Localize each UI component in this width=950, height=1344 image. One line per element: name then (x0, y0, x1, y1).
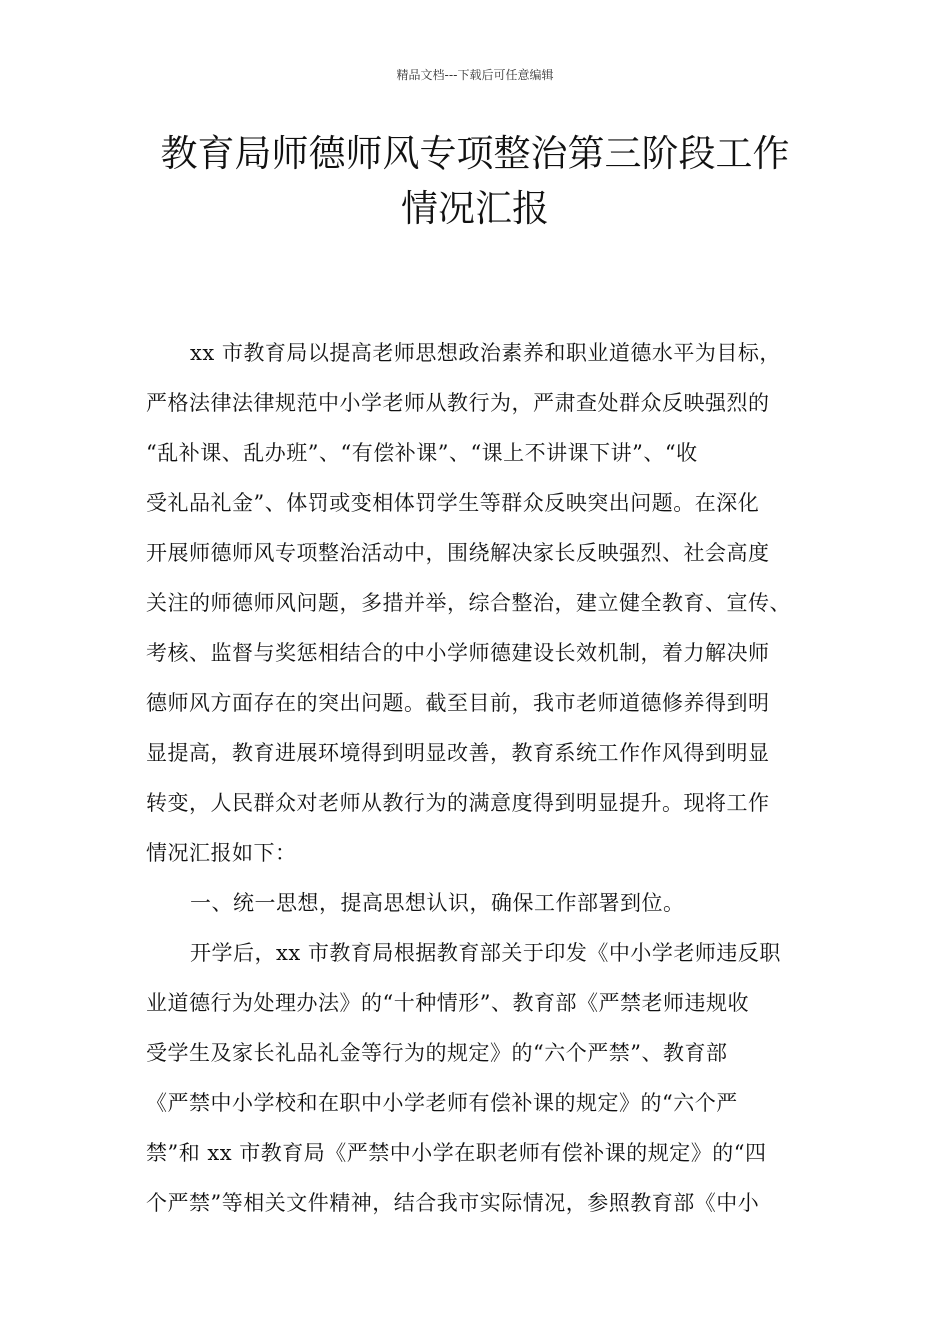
paragraph-line: “乱补课、乱办班”、“有偿补课”、“课上不讲课下讲”、“收 (146, 441, 698, 465)
paragraph (146, 328, 826, 878)
paragraph (146, 878, 826, 928)
paragraph-line: 一、统一思想，提高思想认识，确保工作部署到位。 (190, 891, 685, 915)
paragraph-line: 受礼品礼金”、体罚或变相体罚学生等群众反映突出问题。在深化 (146, 491, 760, 515)
header-note: 精品文档---下载后可任意编辑 (396, 68, 554, 82)
paragraph-line: 《严禁中小学校和在职中小学老师有偿补课的规定》的“六个严 (146, 1091, 738, 1115)
document-title (120, 126, 830, 236)
paragraph-line: 个严禁”等相关文件精神，结合我市实际情况，参照教育部《中小 (146, 1191, 760, 1215)
paragraph-line: 业道德行为处理办法》的“十种情形”、教育部《严禁老师违规收 (146, 991, 749, 1015)
paragraph-line: 开学后，xx 市教育局根据教育部关于印发《中小学老师违反职 (190, 941, 781, 965)
title-line-2: 情况汇报 (401, 187, 549, 230)
paragraph-line: 转变，人民群众对老师从教行为的满意度得到明显提升。现将工作 (146, 791, 770, 815)
paragraph-line: 显提高，教育进展环境得到明显改善，教育系统工作作风得到明显 (146, 741, 770, 765)
paragraph-line: 情况汇报如下： (146, 841, 297, 865)
paragraph-line: 受学生及家长礼品礼金等行为的规定》的“六个严禁”、教育部 (146, 1041, 728, 1065)
paragraph (146, 928, 826, 1228)
paragraph-line: 禁”和 xx 市教育局《严禁中小学在职老师有偿补课的规定》的“四 (146, 1141, 767, 1165)
paragraph-line: 德师风方面存在的突出问题。截至目前，我市老师道德修养得到明 (146, 691, 770, 715)
title-line-1: 教育局师德师风专项整治第三阶段工作 (160, 132, 790, 175)
paragraph-line: xx 市教育局以提高老师思想政治素养和职业道德水平为目标， (190, 341, 781, 365)
document-body (146, 328, 826, 1228)
paragraph-line: 严格法律法律规范中小学老师从教行为，严肃查处群众反映强烈的 (146, 391, 770, 415)
paragraph-line: 开展师德师风专项整治活动中，围绕解决家长反映强烈、社会高度 (146, 541, 770, 565)
paragraph-line: 考核、监督与奖惩相结合的中小学师德建设长效机制，着力解决师 (146, 641, 770, 665)
paragraph-line: 关注的师德师风问题，多措并举，综合整治，建立健全教育、宣传、 (146, 591, 791, 615)
